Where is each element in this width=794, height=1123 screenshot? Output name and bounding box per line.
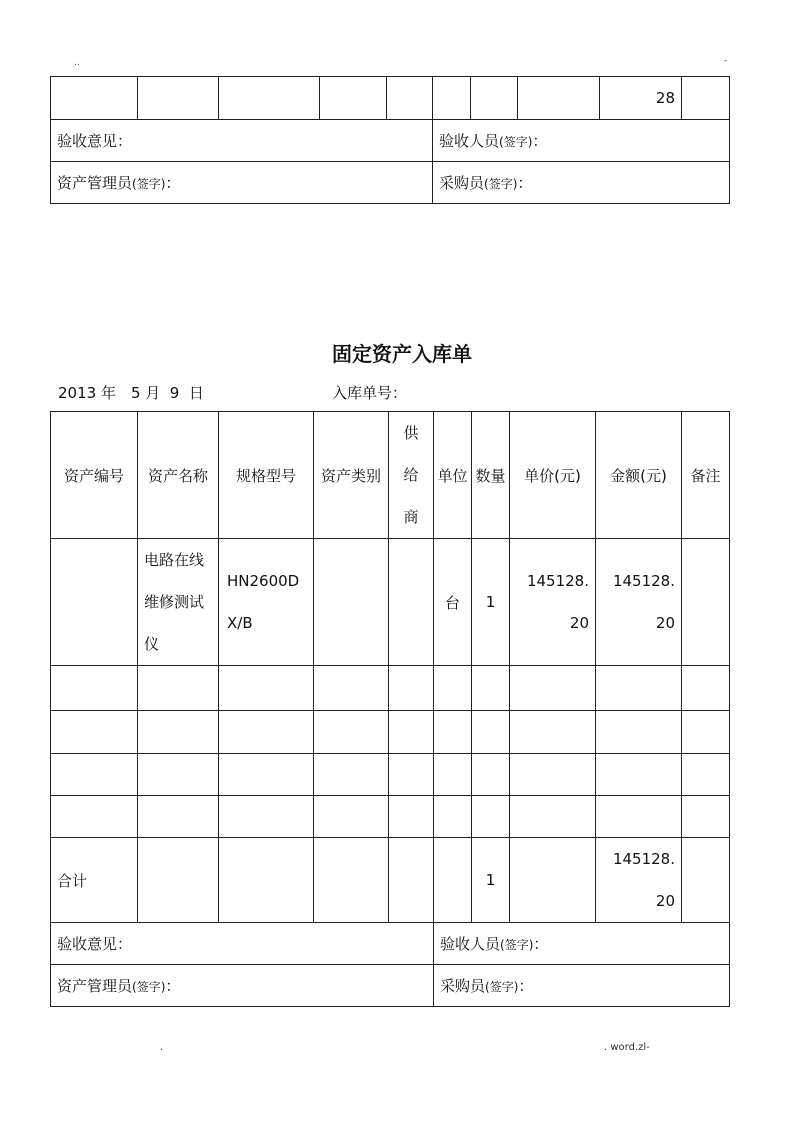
- item-amount: 145128.20: [596, 539, 682, 666]
- header-asset-id: 资产编号: [51, 412, 138, 539]
- total-label: 合计: [51, 838, 138, 923]
- signature-row: [51, 965, 730, 1007]
- item-row: [51, 539, 730, 666]
- empty-row: [51, 796, 730, 838]
- top-acceptance-staff: 验收人员(签字)：: [433, 120, 730, 162]
- form-title: 固定资产入库单: [332, 342, 472, 366]
- item-unit-price: 145128.20: [510, 539, 596, 666]
- purchaser: 采购员(签字)：: [434, 965, 730, 1007]
- top-purchaser: 采购员(签字)：: [433, 162, 730, 204]
- top-asset-manager: 资产管理员(签字)：: [51, 162, 433, 204]
- top-data-row: [51, 77, 730, 120]
- top-row-value: 28: [600, 77, 682, 120]
- header-category: 资产类别: [314, 412, 389, 539]
- header-asset-name: 资产名称: [138, 412, 219, 539]
- footer-right-mark: . word.zl-: [604, 1042, 650, 1053]
- main-table: [50, 411, 730, 1007]
- acceptance-staff: 验收人员(签字)：: [434, 923, 730, 965]
- header-supplier: 供给商: [389, 412, 434, 539]
- acceptance-opinion: 验收意见：: [51, 923, 434, 965]
- acceptance-row: [51, 923, 730, 965]
- item-unit: 台: [434, 539, 472, 666]
- empty-row: [51, 666, 730, 711]
- total-amount: 145128.20: [596, 838, 682, 923]
- header-model: 规格型号: [219, 412, 314, 539]
- top-left-mark: ..: [74, 58, 80, 68]
- empty-row: [51, 754, 730, 796]
- header-remarks: 备注: [682, 412, 730, 539]
- top-acceptance-opinion: 验收意见：: [51, 120, 433, 162]
- total-row: [51, 838, 730, 923]
- header-quantity: 数量: [472, 412, 510, 539]
- footer-left-mark: .: [160, 1042, 164, 1053]
- header-unit-price: 单价(元): [510, 412, 596, 539]
- asset-manager: 资产管理员(签字)：: [51, 965, 434, 1007]
- header-row: [51, 412, 730, 539]
- form-date: 2013 年 5 月 9 日: [58, 384, 204, 402]
- header-unit: 单位: [434, 412, 472, 539]
- item-name: 电路在线维修测试仪: [138, 539, 219, 666]
- item-model: HN2600DX/B: [219, 539, 314, 666]
- total-quantity: 1: [472, 838, 510, 923]
- receipt-number-label: 入库单号：: [332, 384, 408, 402]
- top-acceptance-row: [51, 120, 730, 162]
- empty-row: [51, 711, 730, 754]
- top-right-mark: -: [724, 56, 728, 66]
- top-signature-row: [51, 162, 730, 204]
- top-table: [50, 76, 730, 204]
- item-quantity: 1: [472, 539, 510, 666]
- header-amount: 金额(元): [596, 412, 682, 539]
